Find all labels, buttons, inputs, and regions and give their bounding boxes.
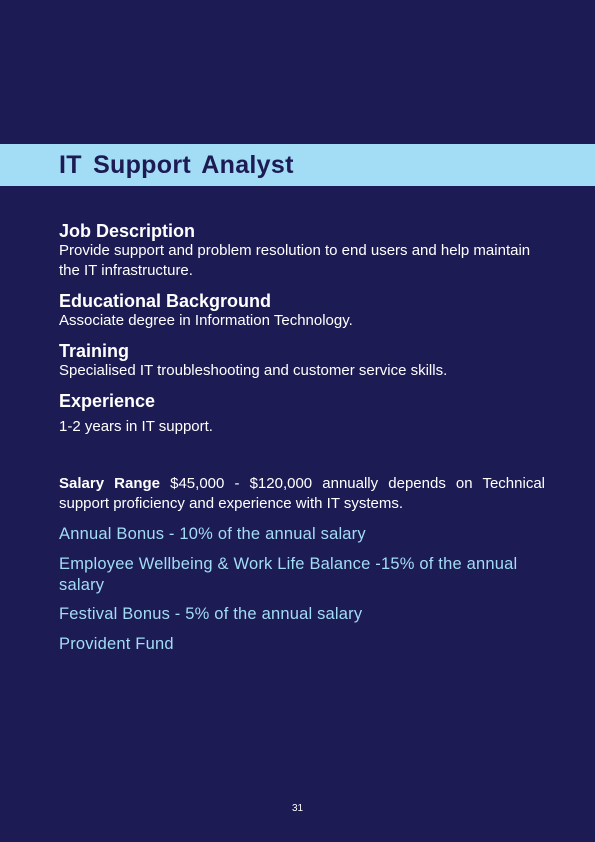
section-job-description [59,221,545,281]
benefit-employee-wellbeing: Employee Wellbeing & Work Life Balance -15% of the annual salary [59,555,518,594]
section-educational-background [59,291,545,331]
section-heading: Training [59,341,130,361]
section-heading: Educational Background [59,291,272,311]
salary-description: annually depends on Technical support proficiency and experience with IT systems. [59,475,545,512]
section-text: Associate degree in Information Technology. [59,312,353,329]
title-band [0,144,595,186]
salary-label: Salary Range [59,475,160,492]
section-heading: Job Description [59,221,196,241]
section-text: Provide support and problem resolution to end users and help maintain the IT infrastructure. [59,242,531,279]
section-heading: Experience [59,391,156,411]
section-text: 1-2 years in IT support. [59,418,213,435]
page-title: IT Support Analyst [59,151,294,179]
benefit-annual-bonus: Annual Bonus - 10% of the annual salary [59,525,366,543]
salary-amount: $45,000 - $120,000 [170,475,313,492]
section-experience [59,391,545,437]
benefit-festival-bonus: Festival Bonus - 5% of the annual salary [59,605,363,623]
benefit-provident-fund: Provident Fund [59,635,174,653]
salary-range [59,474,545,514]
section-text: Specialised IT troubleshooting and customer service skills. [59,362,448,379]
page-number: 31 [291,803,304,814]
section-training [59,341,545,381]
